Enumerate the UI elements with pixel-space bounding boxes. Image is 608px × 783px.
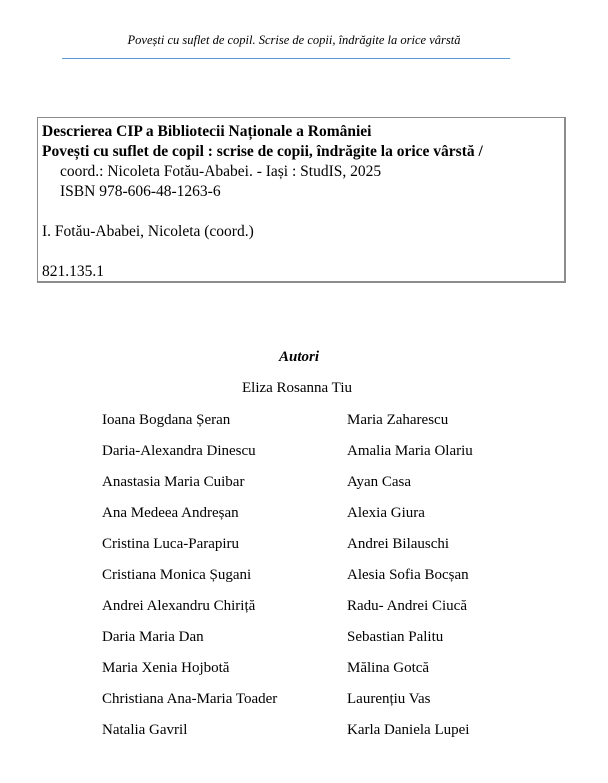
author-name: Ana Medeea Andreșan (102, 505, 239, 521)
author-name: Andrei Bilauschi (347, 536, 450, 552)
authors-heading-text: Autori (278, 349, 320, 365)
lead-author-name: Eliza Rosanna Tiu (241, 380, 352, 396)
author-name: Radu- Andrei Ciucă (347, 598, 467, 614)
author-name: Alexia Giura (347, 505, 425, 521)
authors-left-column (102, 410, 277, 751)
cip-heading: Descrierea CIP a Bibliotecii Naționale a României (42, 123, 372, 140)
author-name: Maria Zaharescu (347, 412, 449, 428)
cip-spacer (42, 202, 564, 222)
cip-entry-line: I. Fotău-Ababei, Nicoleta (coord.) (42, 223, 254, 240)
header-rule (62, 58, 510, 59)
cip-description-box (37, 117, 566, 283)
cip-classification: 821.135.1 (42, 263, 104, 280)
author-name: Laurențiu Vas (347, 691, 431, 707)
author-name: Karla Daniela Lupei (347, 722, 470, 738)
author-name: Mălina Gotcă (347, 660, 430, 676)
cip-isbn: ISBN 978-606-48-1263-6 (60, 183, 221, 200)
author-name: Anastasia Maria Cuibar (102, 474, 245, 490)
author-name: Ayan Casa (347, 474, 412, 490)
author-name: Christiana Ana-Maria Toader (102, 691, 278, 707)
cip-coordinator-line: coord.: Nicoleta Fotău-Ababei. - Iași : StudIS, 2025 (60, 163, 382, 180)
running-header-text: Povești cu suflet de copil. Scrise de copii, îndrăgite la orice vârstă (127, 33, 461, 47)
running-header (0, 33, 608, 48)
author-name: Daria-Alexandra Dinescu (102, 443, 256, 459)
author-name: Daria Maria Dan (102, 629, 204, 645)
author-name: Alesia Sofia Bocșan (347, 567, 469, 583)
author-name: Sebastian Palitu (347, 629, 444, 645)
cip-spacer (42, 242, 564, 262)
author-name: Andrei Alexandru Chiriță (102, 598, 256, 614)
authors-right-column (347, 410, 473, 751)
author-name: Ioana Bogdana Șeran (102, 412, 231, 428)
author-name: Maria Xenia Hojbotă (102, 660, 230, 676)
author-name: Natalia Gavril (102, 722, 188, 738)
authors-heading (0, 349, 608, 366)
lead-author (0, 380, 608, 397)
author-name: Cristina Luca-Parapiru (102, 536, 240, 552)
author-name: Amalia Maria Olariu (347, 443, 473, 459)
author-name: Cristiana Monica Șugani (102, 567, 252, 583)
cip-book-title: Povești cu suflet de copil : scrise de copii, îndrăgite la orice vârstă / (42, 143, 483, 160)
